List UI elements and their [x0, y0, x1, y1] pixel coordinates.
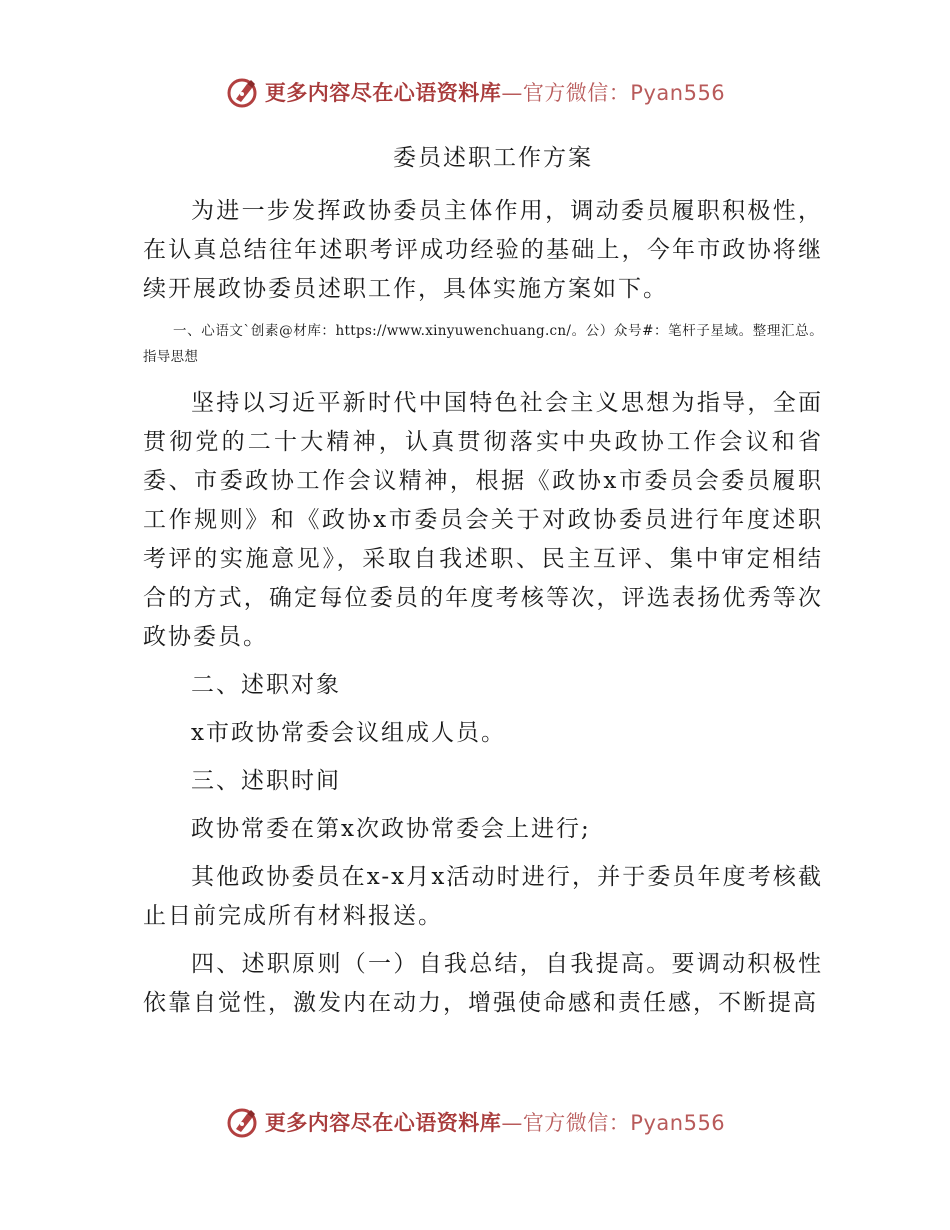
footer-banner — [0, 1102, 950, 1142]
intro-paragraph: 为进一步发挥政协委员主体作用，调动委员履职积极性，在认真总结往年述职考评成功经验的基础上，今年市政协将继续开展政协委员述职工作，具体实施方案如下。 — [143, 198, 823, 302]
pen-nib-logo-icon — [225, 1104, 261, 1140]
banner-lead-text: 更多内容尽在心语资料库 — [264, 1111, 502, 1135]
principles-paragraph: 四、述职原则（一）自我总结，自我提高。要调动积极性依靠自觉性，激发内在动力，增强使命感和责任感，不断提高 — [143, 951, 823, 1016]
time-paragraph-standing: 政协常委在第x次政协常委会上进行; — [191, 816, 591, 842]
pen-nib-logo-icon — [225, 74, 261, 110]
section-heading-time: 三、述职时间 — [191, 768, 341, 794]
guiding-thought-paragraph: 坚持以习近平新时代中国特色社会主义思想为指导，全面贯彻党的二十大精神，认真贯彻落实中央政协工作会议和省委、市委政协工作会议精神，根据《政协x市委员会委员履职工作规则》和《政协x市委员会关于对政协委员进行年度述职考评的实施意见》，采取自我述职、民主互评、集中审定相结合的方式，确定每位委员的年度考核等次，评选表扬优秀等次政协委员。 — [143, 390, 823, 650]
subjects-paragraph: x市政协常委会议组成人员。 — [191, 720, 506, 746]
banner-text — [265, 1107, 725, 1137]
banner-text — [265, 77, 725, 107]
section-heading-subjects: 二、述职对象 — [191, 672, 341, 698]
banner-lead-text: 更多内容尽在心语资料库 — [264, 81, 502, 105]
time-paragraph-others: 其他政协委员在x-x月x活动时进行，并于委员年度考核截止日前完成所有材料报送。 — [143, 864, 823, 929]
document-body — [143, 138, 823, 1032]
section-heading-guiding-thought: 一、心语文`创素@材库：https://www.xinyuwenchuang.cn/。公）众号#：笔杆子星域。整理汇总。指导思想 — [143, 323, 823, 365]
banner-wechat-text: —官方微信：Pyan556 — [501, 81, 726, 105]
document-title: 委员述职工作方案 — [393, 145, 593, 171]
header-banner — [0, 72, 950, 112]
banner-wechat-text: —官方微信：Pyan556 — [501, 1111, 726, 1135]
